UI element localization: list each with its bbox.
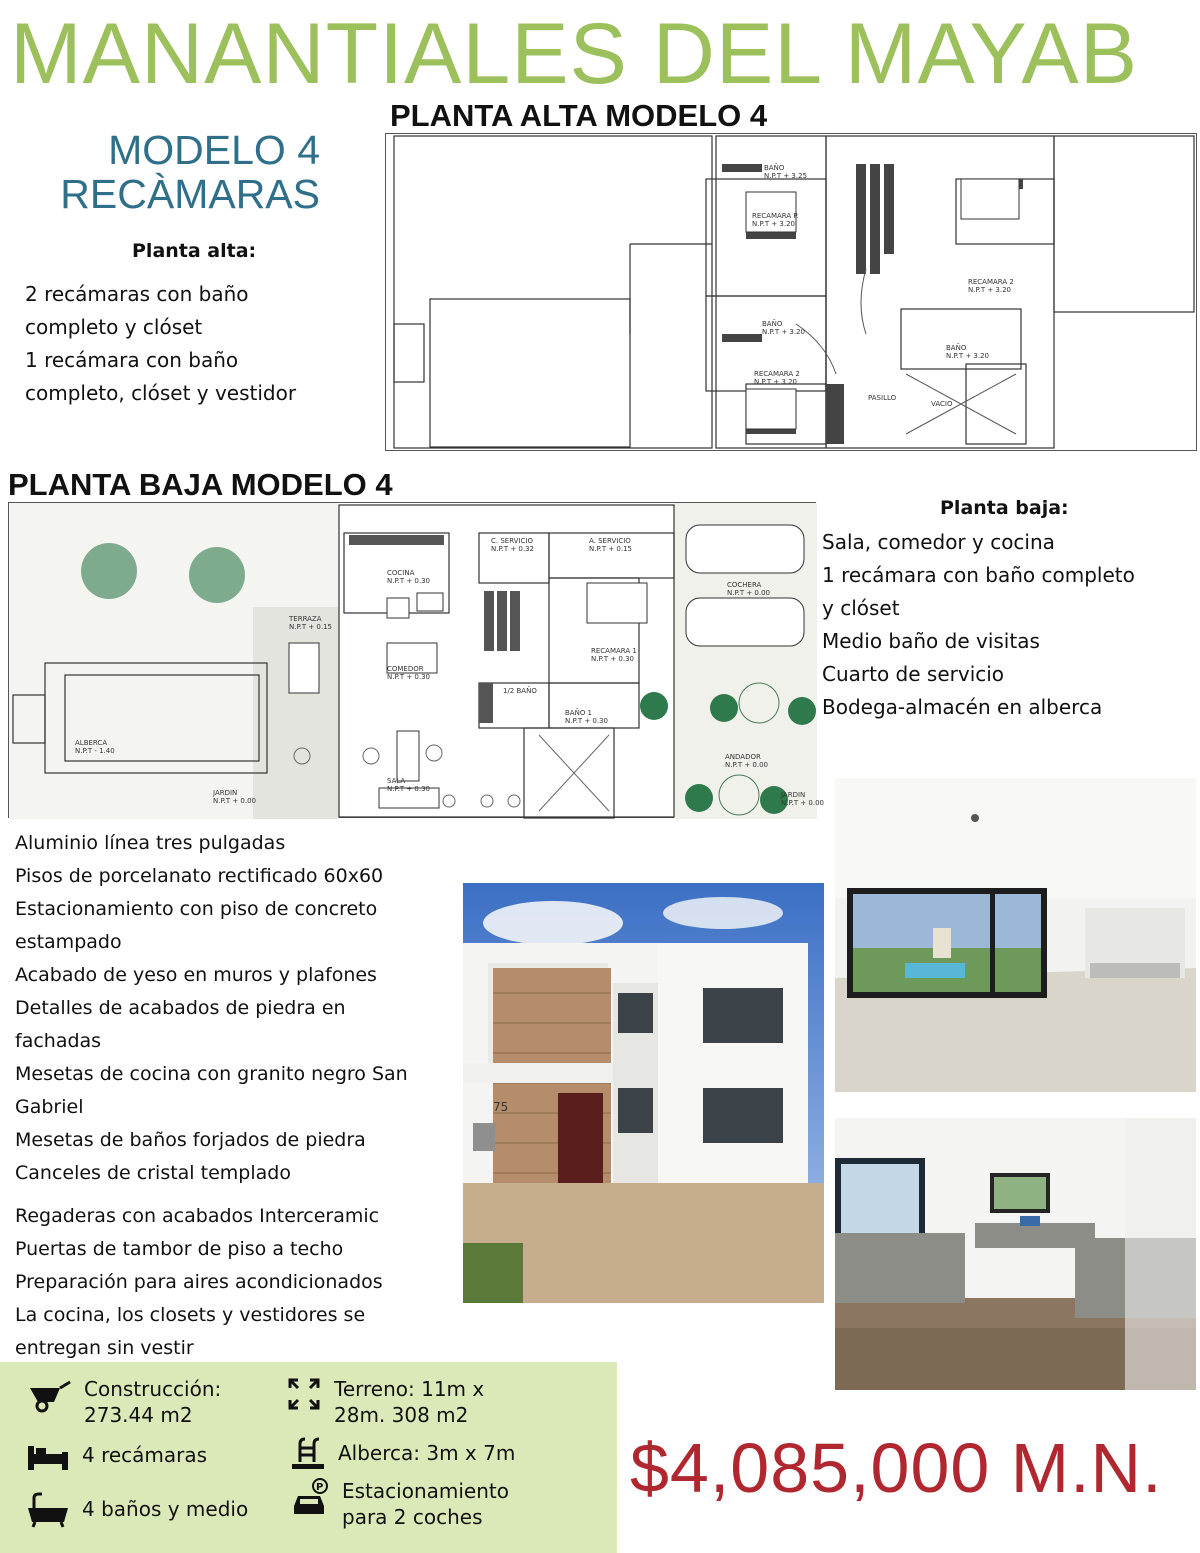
plan-label: N.P.T + 0.30: [387, 785, 430, 793]
plan-label: RECAMARA 1: [591, 647, 637, 655]
lower-floor-description: [822, 526, 1197, 724]
spec-estacionamiento: [292, 1478, 509, 1530]
plan-label: SALA: [387, 777, 406, 785]
plan-label: COCHERA: [727, 581, 762, 589]
feature-item: Canceles de cristal templado: [15, 1162, 291, 1184]
plan-label: N.P.T + 3.20: [752, 220, 795, 228]
spec-construccion-line1: Construcción:: [84, 1377, 222, 1401]
facade-photo: [463, 883, 824, 1303]
plan-label: N.P.T + 0.15: [589, 545, 632, 553]
lower-floor-line: Medio baño de visitas: [822, 629, 1040, 653]
spec-banos: [26, 1492, 248, 1528]
plan-label: PASILLO: [868, 394, 897, 402]
bathtub-icon: [26, 1492, 70, 1528]
plan-label: RECAMARA P.: [752, 212, 799, 220]
feature-item: Puertas de tambor de piso a techo: [15, 1238, 344, 1260]
plan-label: N.P.T - 1.40: [75, 747, 115, 755]
model-heading: [20, 128, 320, 216]
upper-floor-heading: Planta alta:: [132, 240, 257, 262]
plan-label: JARDIN: [781, 791, 806, 799]
spec-alberca-text: Alberca: 3m x 7m: [338, 1441, 516, 1465]
model-heading-line1: MODELO 4: [108, 127, 320, 173]
feature-item: Preparación para aires acondicionados: [15, 1271, 383, 1293]
spec-recamaras: [26, 1438, 207, 1474]
model-heading-line2: RECÀMARAS: [60, 171, 320, 217]
features-list: [15, 827, 460, 1365]
plan-label: RECAMARA 2: [754, 370, 800, 378]
feature-item: Regaderas con acabados Interceramic: [15, 1205, 380, 1227]
plan-label: A. SERVICIO: [589, 537, 631, 545]
lower-floor-line: Cuarto de servicio: [822, 662, 1005, 686]
spec-terreno-line1: Terreno: 11m x: [334, 1377, 485, 1401]
upper-plan-heading: PLANTA ALTA MODELO 4: [390, 98, 768, 133]
upper-floor-line: 1 recámara con baño: [25, 348, 239, 372]
svg-text:P: P: [316, 1482, 324, 1493]
expand-arrows-icon: [286, 1376, 322, 1412]
feature-item: Estacionamiento con piso de concreto: [15, 898, 378, 920]
spec-terreno: [286, 1376, 484, 1428]
plan-label: N.P.T + 0.30: [387, 577, 430, 585]
feature-item: Gabriel: [15, 1096, 84, 1118]
lower-floor-line: 1 recámara con baño completo: [822, 563, 1135, 587]
spec-construccion-line2: 273.44 m2: [84, 1403, 193, 1427]
spec-terreno-line2: 28m. 308 m2: [334, 1403, 469, 1427]
spec-estacionamiento-line1: Estacionamiento: [342, 1479, 509, 1503]
interior-living-photo: [835, 778, 1196, 1092]
lower-floor-line: Sala, comedor y cocina: [822, 530, 1055, 554]
plan-label: ANDADOR: [725, 753, 761, 761]
bed-icon: [26, 1438, 70, 1474]
wheelbarrow-icon: [28, 1376, 72, 1412]
upper-floor-line: completo, clóset y vestidor: [25, 381, 297, 405]
lower-floor-plan: [8, 502, 824, 818]
price: $4,085,000 M.N.: [630, 1429, 1163, 1507]
plan-label: N.P.T + 0.00: [213, 797, 256, 805]
facade-photo-illustration: [463, 883, 824, 1303]
feature-item: fachadas: [15, 1030, 102, 1052]
page-title: MANANTIALES DEL MAYAB: [10, 6, 1139, 102]
spec-estacionamiento-line2: para 2 coches: [342, 1505, 483, 1529]
lower-plan-heading: PLANTA BAJA MODELO 4: [8, 467, 393, 502]
plan-label: N.P.T + 0.00: [727, 589, 770, 597]
plan-label: COMEDOR: [387, 665, 424, 673]
plan-label: JARDIN: [213, 789, 238, 797]
plan-label: N.P.T + 0.32: [491, 545, 534, 553]
plan-label: COCINA: [387, 569, 415, 577]
feature-item: La cocina, los closets y vestidores se: [15, 1304, 366, 1326]
feature-item: Detalles de acabados de piedra en: [15, 997, 346, 1019]
plan-label: N.P.T + 0.15: [289, 623, 332, 631]
feature-item: Mesetas de cocina con granito negro San: [15, 1063, 408, 1085]
plan-label: N.P.T + 3.20: [946, 352, 989, 360]
lower-floor-line: y clóset: [822, 596, 900, 620]
interior-kitchen-illustration: [835, 1118, 1196, 1390]
plan-label: BAÑO: [764, 164, 785, 172]
plan-label: N.P.T + 0.00: [781, 799, 824, 807]
plan-label: 1/2 BAÑO: [503, 687, 537, 695]
interior-kitchen-photo: [835, 1118, 1196, 1390]
plan-label: RECAMARA 2: [968, 278, 1014, 286]
feature-item: estampado: [15, 931, 122, 953]
plan-label: BAÑO: [946, 344, 967, 352]
interior-living-illustration: [835, 778, 1196, 1092]
lower-floor-line: Bodega-almacén en alberca: [822, 695, 1103, 719]
lower-floor-heading: Planta baja:: [940, 497, 1069, 519]
plan-label: N.P.T + 3.25: [764, 172, 807, 180]
upper-floor-plan: [385, 133, 1197, 451]
parking-car-icon: [292, 1478, 330, 1518]
spec-banos-text: 4 baños y medio: [82, 1497, 249, 1521]
spec-alberca: [290, 1436, 515, 1472]
upper-floor-line: completo y clóset: [25, 315, 203, 339]
feature-item: entregan sin vestir: [15, 1337, 194, 1359]
plan-label: N.P.T + 3.20: [754, 378, 797, 386]
plan-label: BAÑO 1: [565, 709, 593, 717]
plan-label: C. SERVICIO: [491, 537, 533, 545]
lower-floor-plan-drawing: [9, 503, 824, 819]
spec-recamaras-text: 4 recámaras: [82, 1443, 208, 1467]
upper-floor-description: [25, 278, 365, 410]
plan-label: TERRAZA: [289, 615, 322, 623]
plan-label: N.P.T + 0.30: [565, 717, 608, 725]
plan-label: N.P.T + 3.20: [968, 286, 1011, 294]
upper-floor-line: 2 recámaras con baño: [25, 282, 249, 306]
plan-label: ALBERCA: [75, 739, 108, 747]
plan-label: N.P.T + 0.00: [725, 761, 768, 769]
upper-floor-plan-drawing: [386, 134, 1198, 452]
feature-item: Pisos de porcelanato rectificado 60x60: [15, 865, 384, 887]
house-number: 75: [493, 1100, 509, 1114]
plan-label: BAÑO: [762, 320, 783, 328]
feature-item: Mesetas de baños forjados de piedra: [15, 1129, 366, 1151]
plan-label: N.P.T + 0.30: [591, 655, 634, 663]
spec-construccion: [28, 1376, 221, 1428]
plan-label: VACIO: [931, 400, 953, 408]
plan-label: N.P.T + 3.20: [762, 328, 805, 336]
feature-item: Aluminio línea tres pulgadas: [15, 832, 286, 854]
pool-ladder-icon: [290, 1436, 326, 1472]
plan-label: N.P.T + 0.30: [387, 673, 430, 681]
feature-item: Acabado de yeso en muros y plafones: [15, 964, 377, 986]
